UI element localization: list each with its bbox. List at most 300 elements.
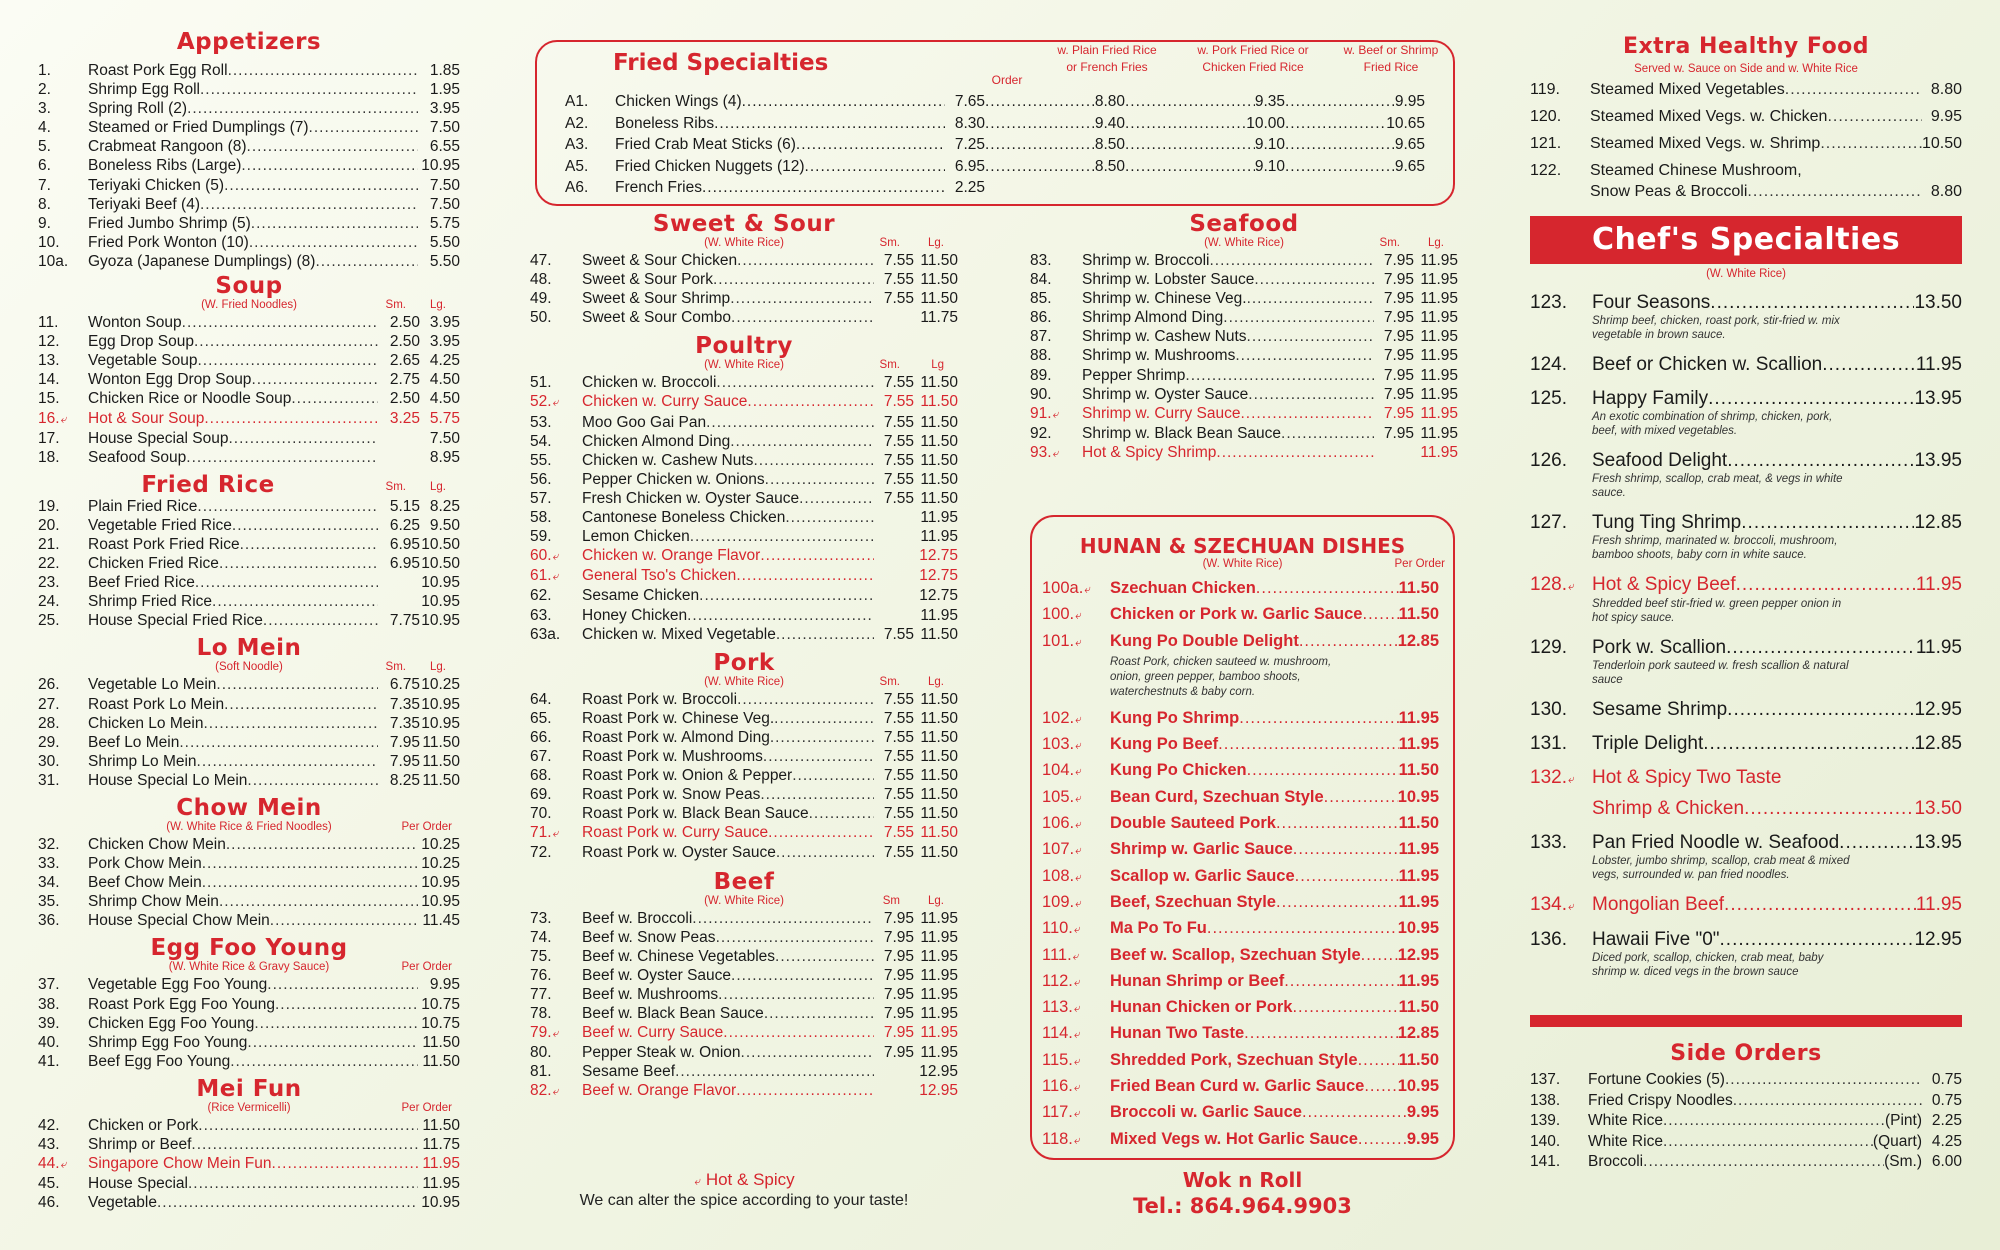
item-name: Shrimp or Beef xyxy=(88,1136,192,1154)
leader-dots xyxy=(731,308,874,327)
price-small: 2.75 xyxy=(389,371,420,389)
price-small: 7.55 xyxy=(883,786,914,804)
item-price: 11.75 xyxy=(422,1136,460,1154)
fs-order-header: Order xyxy=(991,73,1023,87)
item-number: 129. xyxy=(1530,637,1567,658)
leader-dots xyxy=(1185,366,1374,385)
list-item xyxy=(38,611,460,630)
item-price: 11.50 xyxy=(1398,1050,1439,1069)
chili-pepper-icon: ⤶ xyxy=(1567,772,1575,786)
price-small: 7.55 xyxy=(883,451,914,469)
leader-dots xyxy=(228,429,378,448)
item-price: 11.45 xyxy=(422,912,460,930)
item-number: 91.⤶ xyxy=(1030,404,1060,422)
list-item xyxy=(530,823,958,843)
price-small: 7.95 xyxy=(1383,252,1414,269)
leader-dots xyxy=(1744,798,1914,820)
item-number: 46. xyxy=(38,1194,60,1212)
price-value: 9.65 xyxy=(1394,136,1425,153)
price-large: 11.50 xyxy=(920,625,958,643)
item-name: Shrimp w. Mushrooms xyxy=(1082,347,1236,365)
item-number: 33. xyxy=(38,855,60,873)
price-small: 7.95 xyxy=(1383,290,1414,308)
list-item xyxy=(1530,79,1962,100)
chili-pepper-icon: ⤶ xyxy=(1052,406,1060,421)
seafood-note: (W. White Rice) xyxy=(1204,237,1284,249)
item-name: Roast Pork w. Oyster Sauce xyxy=(582,844,776,862)
item-price: 13.95 xyxy=(1914,832,1962,853)
item-name: Beef Egg Foo Young xyxy=(88,1052,231,1070)
list-item xyxy=(530,470,958,489)
list-item xyxy=(38,1193,460,1212)
fried-specialties-title: Fried Specialties xyxy=(613,50,829,76)
item-name: Vegetable Egg Foo Young xyxy=(88,976,268,994)
list-item xyxy=(38,695,460,714)
item-number: A6. xyxy=(565,179,589,196)
item-description: Diced pork, scallop, chicken, crab meat, baby shrimp w. diced vegs in the brown sauce xyxy=(1592,952,1824,978)
item-price: 11.50 xyxy=(1398,998,1439,1017)
item-price: 9.95 xyxy=(1930,108,1962,125)
seafood-sm-header: Sm. xyxy=(1379,237,1400,249)
leader-dots xyxy=(760,546,874,565)
leader-dots xyxy=(200,80,418,99)
item-number: 111.⤶ xyxy=(1042,945,1080,964)
price-order: 7.65 xyxy=(954,93,985,110)
list-item xyxy=(1030,443,1458,463)
price-beef-fried-rice xyxy=(1285,91,1425,113)
mei-fun-title: Mei Fun xyxy=(196,1075,302,1102)
price-small: 7.35 xyxy=(389,714,420,732)
leader-dots xyxy=(805,156,945,178)
item-number: 60.⤶ xyxy=(530,547,560,565)
item-name: Hot & Spicy Beef xyxy=(1592,574,1736,595)
item-number: 125. xyxy=(1530,388,1567,409)
item-name: Chicken Lo Mein xyxy=(88,714,204,732)
item-price: 11.95 xyxy=(1398,892,1439,911)
list-item xyxy=(530,625,958,644)
leader-dots xyxy=(763,747,874,766)
item-name: Egg Drop Soup xyxy=(88,333,194,351)
list-item xyxy=(565,156,1425,178)
chili-pepper-icon: ⤶ xyxy=(552,569,560,584)
list-item xyxy=(530,270,958,289)
item-price: 9.95 xyxy=(1406,1103,1439,1122)
leader-dots xyxy=(1727,699,1914,721)
item-number: 139. xyxy=(1530,1112,1561,1129)
leader-dots xyxy=(179,733,378,752)
price-small: 7.95 xyxy=(883,985,914,1003)
item-price: 11.95 xyxy=(1398,708,1439,727)
item-number: 32. xyxy=(38,836,60,853)
list-item xyxy=(38,535,460,554)
leader-dots xyxy=(226,835,418,854)
list-item xyxy=(1030,289,1458,308)
item-number: 56. xyxy=(530,470,552,488)
item-price: 11.95 xyxy=(1398,971,1439,990)
item-number: 116.⤶ xyxy=(1042,1077,1081,1096)
leader-dots xyxy=(230,1052,418,1071)
price-large: 10.50 xyxy=(421,555,460,573)
price-beef-fried-rice xyxy=(1285,134,1425,156)
price-plain-fried-rice xyxy=(985,91,1125,113)
chef-item xyxy=(1530,832,1962,882)
list-item xyxy=(1530,1132,1962,1153)
sweet-sour-subheader xyxy=(530,237,958,251)
item-number: 124. xyxy=(1530,354,1567,375)
item-price: 5.50 xyxy=(429,252,460,270)
chef-item xyxy=(1530,894,1962,917)
list-item xyxy=(38,214,460,233)
chili-pepper-icon: ⤶ xyxy=(1567,579,1575,593)
item-number: 55. xyxy=(530,451,552,469)
price-small: 7.55 xyxy=(883,805,914,823)
item-number: 44.⤶ xyxy=(38,1155,68,1173)
price-small: 7.55 xyxy=(883,728,914,746)
item-name: Vegetable Fried Rice xyxy=(88,516,232,534)
mei-fun-note: (Rice Vermicelli) xyxy=(207,1101,291,1114)
item-name: Szechuan Chicken xyxy=(1110,579,1256,597)
item-number: A1. xyxy=(565,93,589,110)
list-item xyxy=(38,714,460,733)
item-name: Chicken Fried Rice xyxy=(88,555,219,573)
item-number: 130. xyxy=(1530,699,1567,720)
list-item xyxy=(1042,811,1439,837)
item-name: Shrimp w. Broccoli xyxy=(1082,252,1210,269)
item-name: Cantonese Boneless Chicken xyxy=(582,509,786,527)
item-name: Pepper Chicken w. Onions xyxy=(582,470,765,488)
list-item xyxy=(530,747,958,766)
item-name: Roast Pork w. Broccoli xyxy=(582,690,738,708)
list-item xyxy=(38,995,460,1014)
leader-dots xyxy=(241,156,418,175)
price-value: 9.95 xyxy=(1394,93,1425,110)
chili-pepper-icon: ⤶ xyxy=(552,1026,560,1041)
item-name: Roast Pork w. Chinese Veg. xyxy=(582,709,775,727)
chef-note: (W. White Rice) xyxy=(1706,268,1786,280)
item-size: (Pint) xyxy=(1884,1112,1922,1129)
item-number: 22. xyxy=(38,555,60,573)
leader-dots xyxy=(770,728,874,747)
list-item xyxy=(565,134,1425,156)
price-large: 11.50 xyxy=(920,709,958,727)
item-name: Sesame Beef xyxy=(582,1063,676,1081)
item-number: 20. xyxy=(38,516,60,534)
list-item xyxy=(38,497,460,516)
hunan-note: (W. White Rice) xyxy=(1202,558,1283,570)
leader-dots xyxy=(251,214,418,233)
leader-dots xyxy=(1822,354,1916,376)
lo-mein-subheader xyxy=(38,661,460,675)
list-item xyxy=(38,675,460,694)
price-small: 5.15 xyxy=(389,497,420,515)
item-name: Beef Lo Mein xyxy=(88,733,180,751)
item-price: 10.95 xyxy=(421,1194,460,1212)
item-number: 136. xyxy=(1530,929,1567,950)
item-name: Chicken Chow Mein xyxy=(88,836,226,853)
item-name: Kung Po Shrimp xyxy=(1110,708,1240,727)
item-number: 127. xyxy=(1530,512,1567,533)
item-number: 7. xyxy=(38,176,51,194)
item-name: Shrimp Egg Roll xyxy=(88,81,200,99)
item-name: Beef w. Black Bean Sauce xyxy=(582,1005,764,1022)
item-number: 16.⤶ xyxy=(38,409,68,427)
item-number: 41. xyxy=(38,1052,60,1070)
price-pork-fried-rice xyxy=(1125,134,1285,156)
price-large: 11.50 xyxy=(920,271,958,289)
chow-mein-title: Chow Mein xyxy=(176,795,322,821)
leader-dots xyxy=(263,611,378,630)
item-number: 63. xyxy=(530,606,552,624)
list-item xyxy=(530,1081,958,1101)
price-large: 10.95 xyxy=(421,593,460,611)
list-item xyxy=(38,448,460,467)
item-number: 19. xyxy=(38,497,60,515)
leader-dots xyxy=(275,995,418,1014)
list-item xyxy=(38,854,460,873)
leader-dots xyxy=(247,1033,418,1052)
leader-dots xyxy=(309,118,418,137)
item-number: 86. xyxy=(1030,309,1052,327)
price-large: 11.50 xyxy=(920,374,958,392)
list-item xyxy=(1530,699,1962,721)
item-name: Hunan Chicken or Pork xyxy=(1110,998,1293,1017)
item-name: Fried Crispy Noodles xyxy=(1588,1091,1733,1109)
price-small: 7.95 xyxy=(883,1005,914,1022)
sweet-sour-note: (W. White Rice) xyxy=(704,237,784,249)
item-number: 47. xyxy=(530,252,552,269)
item-number: 11. xyxy=(38,314,59,332)
price-large: 11.95 xyxy=(920,985,958,1003)
price-small: 7.35 xyxy=(389,695,420,713)
item-number: 51. xyxy=(530,374,552,392)
list-item xyxy=(1530,574,1962,597)
item-name: House Special Chow Mein xyxy=(88,912,270,930)
item-number: 25. xyxy=(38,612,60,630)
hot-spicy-label: Hot & Spicy xyxy=(705,1170,795,1189)
fs-pork-header: w. Pork Fried Rice or Chicken Fried Rice xyxy=(1197,43,1309,74)
item-number: 87. xyxy=(1030,328,1052,346)
item-price: 12.95 xyxy=(1914,929,1962,950)
item-price: 6.00 xyxy=(1931,1153,1962,1170)
leader-dots xyxy=(736,1081,874,1100)
fried-specialties-box xyxy=(535,40,1455,206)
chef-item xyxy=(1530,733,1962,755)
leader-dots xyxy=(1358,1127,1407,1152)
list-item xyxy=(38,99,460,118)
item-number: 120. xyxy=(1530,108,1562,125)
price-large: 4.50 xyxy=(429,390,460,408)
price-small: 7.55 xyxy=(883,252,914,269)
leader-dots xyxy=(249,233,418,252)
chef-item xyxy=(1530,450,1962,500)
leader-dots xyxy=(768,823,874,842)
leader-dots xyxy=(687,606,874,625)
item-number: 64. xyxy=(530,690,552,708)
leader-dots xyxy=(1285,134,1395,156)
item-price: 9.95 xyxy=(429,976,460,994)
leader-dots xyxy=(716,373,874,392)
item-description: Fresh shrimp, marinated w. broccoli, mushroom, bamboo shoots, baby corn in white sauce. xyxy=(1592,535,1838,561)
price-large: 7.50 xyxy=(429,429,460,447)
list-item xyxy=(530,766,958,785)
item-price: 10.75 xyxy=(421,1014,460,1032)
item-name: Four Seasons xyxy=(1592,292,1711,313)
item-name: Chicken Egg Foo Young xyxy=(88,1014,255,1032)
price-small: 7.95 xyxy=(1383,424,1414,442)
list-item xyxy=(565,113,1425,135)
price-beef-fried-rice xyxy=(1285,113,1425,135)
item-price: 10.25 xyxy=(421,836,460,853)
item-price: 10.95 xyxy=(1397,787,1439,806)
leader-dots xyxy=(1302,1100,1407,1125)
leader-dots xyxy=(799,489,874,508)
price-large: 11.50 xyxy=(920,290,958,308)
price-large: 11.50 xyxy=(920,489,958,507)
list-item xyxy=(38,573,460,592)
price-large: 11.95 xyxy=(1420,347,1458,365)
list-item xyxy=(530,606,958,625)
leader-dots xyxy=(1285,91,1395,113)
list-item xyxy=(1530,106,1962,127)
item-number: 106.⤶ xyxy=(1042,814,1082,833)
leader-dots xyxy=(197,351,378,370)
price-small: 7.95 xyxy=(389,733,420,751)
leader-dots xyxy=(157,1193,418,1212)
item-name: Boneless Ribs xyxy=(615,114,715,132)
leader-dots xyxy=(985,134,1095,156)
price-large: 4.50 xyxy=(429,371,460,389)
item-price: 5.50 xyxy=(429,233,460,251)
leader-dots xyxy=(765,470,874,489)
item-number: 9. xyxy=(38,214,51,232)
leader-dots xyxy=(200,195,418,214)
item-name: Hot & Spicy Shrimp xyxy=(1082,443,1217,461)
item-name: Hot & Sour Soup xyxy=(88,409,205,427)
leader-dots xyxy=(219,554,378,573)
price-large: 10.95 xyxy=(421,612,460,630)
list-item xyxy=(530,373,958,392)
chili-pepper-icon: ⤶ xyxy=(1075,790,1082,805)
fried-specialties-list xyxy=(565,91,1425,199)
chili-pepper-icon: ⤶ xyxy=(552,1084,560,1099)
item-name: Fortune Cookies (5) xyxy=(1588,1071,1725,1088)
item-number: 18. xyxy=(38,448,60,466)
item-name: Beef or Chicken w. Scallion xyxy=(1592,354,1823,375)
price-large: 9.50 xyxy=(429,516,460,534)
leader-dots xyxy=(1276,890,1399,915)
price-small: 2.50 xyxy=(389,333,420,351)
price-order: 6.95 xyxy=(954,157,985,175)
fried-rice-lg-header: Lg. xyxy=(430,480,446,493)
item-price: 10.95 xyxy=(421,874,460,892)
item-name: Shrimp Egg Foo Young xyxy=(88,1033,248,1051)
chili-pepper-icon: ⤶ xyxy=(1075,895,1082,910)
list-item xyxy=(530,566,958,586)
list-item xyxy=(38,80,460,99)
list-item xyxy=(530,843,958,862)
item-name: Beef Fried Rice xyxy=(88,574,195,592)
leader-dots xyxy=(753,451,874,470)
leader-dots xyxy=(736,566,874,585)
item-name: Plain Fried Rice xyxy=(88,497,198,515)
price-value: 9.65 xyxy=(1394,157,1425,175)
item-name: General Tso's Chicken xyxy=(582,567,737,585)
list-item xyxy=(530,909,958,928)
leader-dots xyxy=(1785,79,1922,100)
list-item xyxy=(1030,385,1458,404)
list-item xyxy=(38,409,460,429)
item-number: 68. xyxy=(530,767,552,785)
item-name: Fried Pork Wonton (10) xyxy=(88,233,249,251)
mei-fun-per-order: Per Order xyxy=(401,1101,452,1114)
list-item xyxy=(1530,767,1962,790)
item-price: 7.50 xyxy=(429,195,460,213)
leader-dots xyxy=(706,413,874,432)
item-number: 137. xyxy=(1530,1071,1561,1088)
beef-note: (W. White Rice) xyxy=(704,894,784,907)
leader-dots xyxy=(1364,1074,1397,1099)
item-name: Singapore Chow Mein Fun xyxy=(88,1155,272,1173)
chow-mein-per-order: Per Order xyxy=(401,821,452,833)
pork-lg-header: Lg. xyxy=(928,675,944,688)
chili-pepper-icon: ⤶ xyxy=(552,549,560,564)
item-price: 6.55 xyxy=(429,138,460,156)
list-item xyxy=(38,975,460,994)
list-item xyxy=(1042,890,1439,916)
item-number: 110.⤶ xyxy=(1042,919,1081,938)
item-number: 31. xyxy=(38,771,60,789)
chili-pepper-icon: ⤶ xyxy=(1075,711,1082,726)
item-number: 10a. xyxy=(38,252,69,270)
item-name: Happy Family xyxy=(1592,388,1709,409)
price-large: 11.95 xyxy=(920,1005,958,1022)
price-large: 4.25 xyxy=(429,352,460,370)
leader-dots xyxy=(1125,134,1255,156)
price-small: 7.55 xyxy=(883,709,914,727)
item-name: Hunan Shrimp or Beef xyxy=(1110,971,1285,990)
list-item xyxy=(530,586,958,605)
item-name: Shrimp Fried Rice xyxy=(88,593,213,611)
price-small: 7.75 xyxy=(389,612,420,630)
item-name: Bean Curd, Szechuan Style xyxy=(1110,787,1324,806)
leader-dots xyxy=(270,911,418,930)
item-name: Shrimp Lo Mein xyxy=(88,752,197,770)
list-item xyxy=(530,432,958,451)
item-name: Ma Po To Fu xyxy=(1110,919,1207,938)
leader-dots xyxy=(690,527,874,546)
leader-dots xyxy=(985,113,1095,135)
leader-dots xyxy=(730,289,874,308)
item-name: Shrimp w. Oyster Sauce xyxy=(1082,385,1249,403)
appetizers-title: Appetizers xyxy=(176,29,322,55)
item-number: 108.⤶ xyxy=(1042,866,1082,885)
egg-foo-young-list xyxy=(38,975,460,1070)
item-price: 13.50 xyxy=(1914,798,1962,819)
leader-dots xyxy=(737,690,874,709)
leader-dots xyxy=(1324,785,1398,810)
item-number: 23. xyxy=(38,574,60,592)
price-large: 11.95 xyxy=(1420,290,1458,308)
item-number: 29. xyxy=(38,733,60,751)
list-item xyxy=(1030,424,1458,443)
beef-lg-header: Lg. xyxy=(928,894,944,907)
item-name: Shredded Pork, Szechuan Style xyxy=(1110,1050,1358,1069)
leader-dots xyxy=(775,947,874,966)
item-name: Pork w. Scallion xyxy=(1592,637,1727,658)
price-plain-fried-rice xyxy=(985,156,1125,178)
item-price: 8.80 xyxy=(1930,81,1962,98)
extra-healthy-title: Extra Healthy Food xyxy=(1622,34,1870,59)
